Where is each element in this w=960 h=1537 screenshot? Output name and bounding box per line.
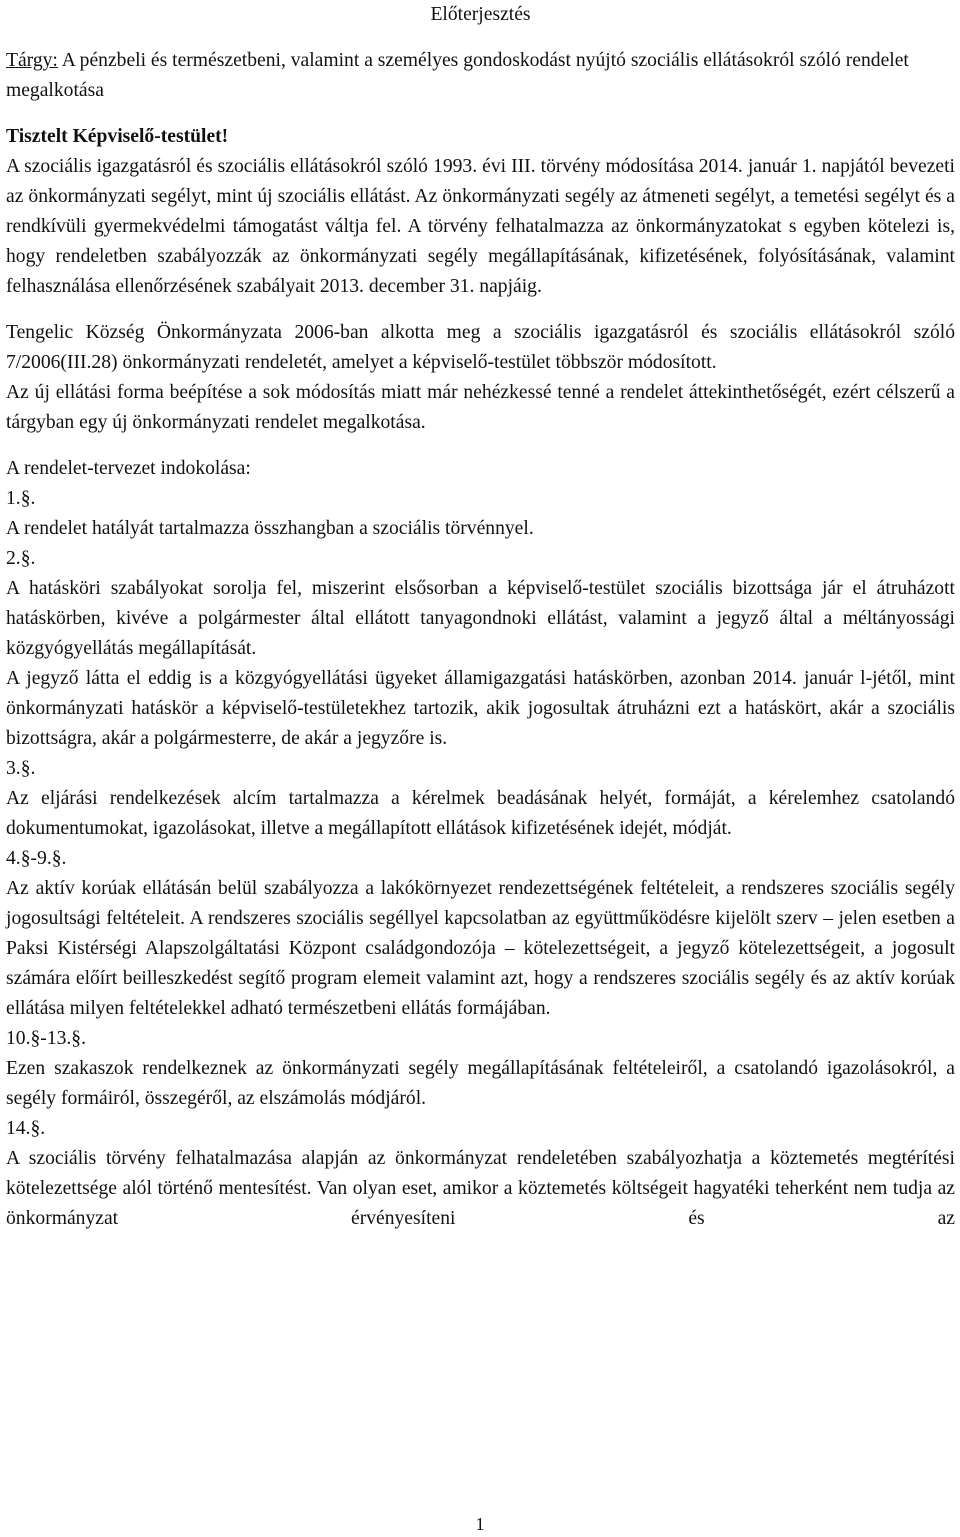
section-number: 4.§-9.§.	[6, 848, 67, 869]
spacer	[6, 438, 955, 454]
spacer	[6, 30, 955, 46]
section-paragraph: Ezen szakaszok rendelkeznek az önkormányzati segély megállapításának feltételeiről, a csatolandó igazolásokról, a segély formáiról, összegéről, az elszámolás módjáról.	[6, 1058, 955, 1109]
subject-line	[6, 46, 955, 106]
section-number: 3.§.	[6, 758, 36, 779]
document-title: Előterjesztés	[430, 4, 531, 25]
section-number: 14.§.	[6, 1118, 46, 1139]
section-paragraph: A jegyző látta el eddig is a közgyógyellátási ügyeket államigazgatási hatáskörben, azonban 2014. január l-jétől, mint önkormányzati hatáskör a képviselő-testületekhez tartozik, akik jogosultak átruházni ezt a hatáskört, akár a szociális bizottságra, akár a polgármesterre, de akár a jegyzőre is.	[6, 668, 955, 749]
section-paragraph: Az aktív korúak ellátásán belül szabályozza a lakókörnyezet rendezettségének feltételeit, a rendszeres szociális segély jogosultsági feltételeit. A rendszeres szociális segéllyel kapcsolatban az együttműködésre kijelölt szerv – jelen esetben a Paksi Kistérségi Alapszolgáltatási Központ családgondozója – kötelezettségeit, a jegyző kötelezettségeit, a jogosult számára előírt beilleszkedést segítő program elemeit valamint azt, hogy a rendszeres szociális segély és az aktív korúak ellátása milyen feltételekkel adható természetbeni ellátás formájában.	[6, 878, 955, 1019]
section-number: 1.§.	[6, 488, 36, 509]
section-number: 2.§.	[6, 548, 36, 569]
section-paragraph: A hatásköri szabályokat sorolja fel, miszerint elsősorban a képviselő-testület szociális bizottsága jár el átruházott hatáskörben, kivéve a polgármester által ellátott tanyagondnoki ellátást, valamint a jegyző által a méltányossági közgyógyellátás megállapítását.	[6, 578, 955, 659]
justification-heading: A rendelet-tervezet indokolása:	[6, 458, 251, 479]
section-paragraph: A rendelet hatályát tartalmazza összhangban a szociális törvénnyel.	[6, 518, 534, 539]
subject-label: Tárgy:	[6, 50, 58, 71]
section-paragraph: A szociális törvény felhatalmazása alapján az önkormányzat rendeletében szabályozhatja a köztemetés megtérítési kötelezettsége alól történő mentesítést. Van olyan eset, amikor a köztemetés költségeit hagyatéki teherként nem tudja az önkormányzat érvényesíteni és az	[6, 1148, 955, 1229]
section-number: 10.§-13.§.	[6, 1028, 87, 1049]
page-number: 1	[475, 1514, 485, 1534]
intro-paragraph: A szociális igazgatásról és szociális ellátásokról szóló 1993. évi III. törvény módosítása 2014. január 1. napjától bevezeti az önkormányzati segélyt, mint új szociális ellátást. Az önkormányzati segély az átmeneti segélyt, a temetési segélyt és a rendkívüli gyermekvédelmi támogatást váltja fel. A törvény felhatalmazza az önkormányzatokat s egyben kötelezi is, hogy rendeletben szabályozzák az önkormányzati segély megállapításának, kifizetésének, folyósításának, valamint felhasználása ellenőrzésének szabályait 2013. december 31. napjáig.	[6, 156, 955, 297]
history-paragraph: Tengelic Község Önkormányzata 2006-ban alkotta meg a szociális igazgatásról és szociális ellátásokról szóló 7/2006(III.28) önkormányzati rendeletét, amelyet a képviselő-testület többször módosított.	[6, 322, 955, 373]
salutation: Tisztelt Képviselő-testület!	[6, 126, 229, 147]
spacer	[6, 302, 955, 318]
subject-text: A pénzbeli és természetbeni, valamint a személyes gondoskodást nyújtó szociális ellátásokról szóló rendelet megalkotása	[6, 50, 909, 101]
section-paragraph: Az eljárási rendelkezések alcím tartalmazza a kérelmek beadásának helyét, formáját, a kérelemhez csatolandó dokumentumokat, igazolásokat, illetve a megállapított ellátások kifizetésének idejét, módját.	[6, 788, 955, 839]
spacer	[6, 106, 955, 122]
reason-paragraph: Az új ellátási forma beépítése a sok módosítás miatt már nehézkessé tenné a rendelet áttekinthetőségét, ezért célszerű a tárgyban egy új önkormányzati rendelet megalkotása.	[6, 382, 955, 433]
document-page	[6, 0, 955, 1234]
